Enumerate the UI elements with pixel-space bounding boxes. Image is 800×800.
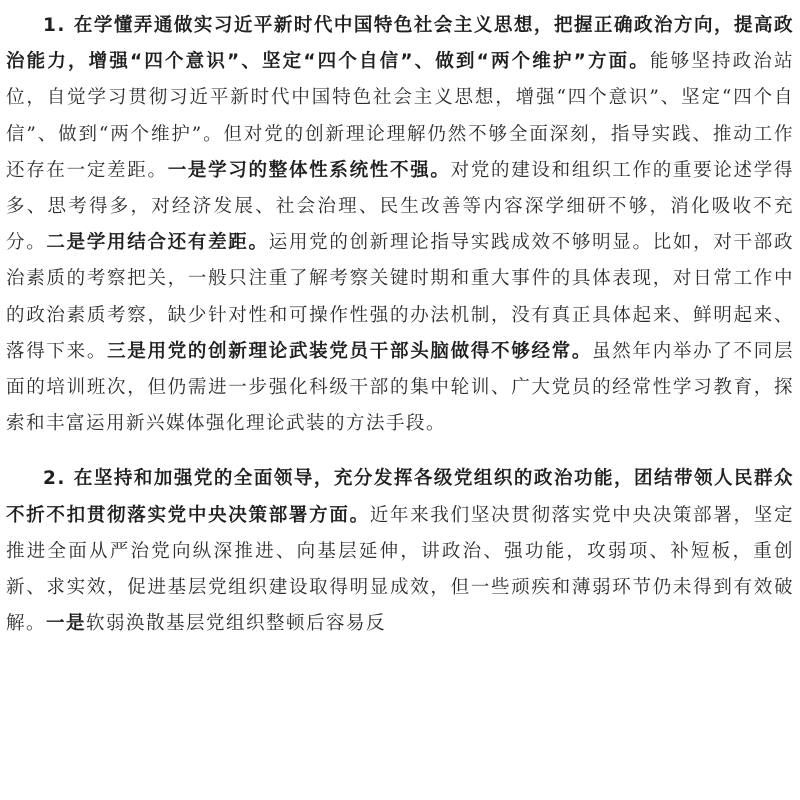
point-1-heading: 一是	[46, 613, 87, 635]
point-3-heading: 三是用党的创新理论武装党员干部头脑做得不够经常。	[107, 340, 593, 362]
point-1-heading: 一是学习的整体性系统性不强。	[167, 159, 451, 181]
body-text: 运用党的创新理论指导实践成效不够明显。比如，对干部政治素质的考察把关，一般只注重了解考察关键时期和重大事件的具体表现，对日常工作中的政治素质考察，缺少针对性和可操作性强的办法机制，没有真正具体起来、鲜明起来、落得下来。	[6, 232, 794, 362]
body-text: 能够坚持政治站位，自觉学习贯彻习近平新时代中国特色社会主义思想，增强“四个意识”、坚定“四个自信”、做到“两个维护”。但对党的创新理论理解仍然不够全面深刻，指导实践、推动工作还存在一定差距。	[6, 51, 794, 181]
section-1-heading: 1. 在学懂弄通做实习近平新时代中国特色社会主义思想，把握正确政治方向，提高政治能力，增强“四个意识”、坚定“四个自信”、做到“两个维护”方面。	[6, 15, 794, 73]
paragraph-2	[6, 461, 794, 642]
body-text: 虽然年内举办了不同层面的培训班次，但仍需进一步强化科级干部的集中轮训、广大党员的经常性学习教育，探索和丰富运用新兴媒体强化理论武装的方法手段。	[6, 340, 794, 435]
body-text: 近年来我们坚决贯彻落实党中央决策部署，坚定推进全面从严治党向纵深推进、向基层延伸，讲政治、强功能，攻弱项、补短板，重创新、求实效，促进基层党组织建设取得明显成效，但一些顽疾和薄弱环节仍未得到有效破解。	[6, 504, 794, 635]
body-text: 对党的建设和组织工作的重要论述学得多、思考得多，对经济发展、社会治理、民生改善等内容深学细研不够，消化吸收不充分。	[6, 159, 794, 254]
point-2-heading: 二是学用结合还有差距。	[46, 232, 269, 254]
body-text: 软弱涣散基层党组织整顿后容易反	[86, 613, 387, 635]
section-2-heading: 2. 在坚持和加强党的全面领导，充分发挥各级党组织的政治功能，团结带领人民群众不折不扣贯彻落实党中央决策部署方面。	[6, 468, 794, 526]
paragraph-1	[6, 8, 794, 442]
